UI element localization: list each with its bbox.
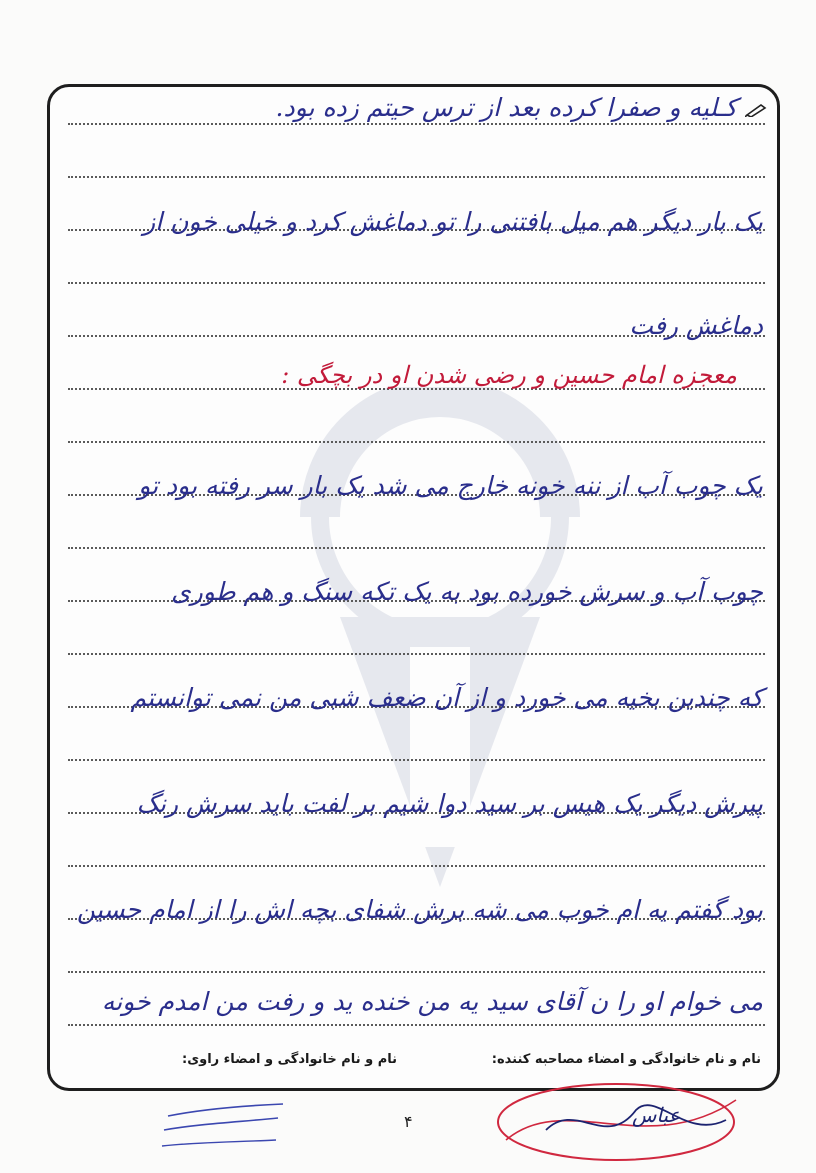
handwritten-line: پیرش دیگر یک هیس بر سید دوا شیم بر لفت باید سرش رنگ [136,789,763,818]
handwritten-line: که چندین بخیه می خورد و از آن ضعف شبی من نمی توانستم [130,683,763,712]
handwritten-line: یک چوب آب از ننه خونه خارج می شد یک بار سر رفته بود تو [138,471,763,500]
ruled-line [68,547,765,549]
ruled-line [68,759,765,761]
ruled-line [68,176,765,178]
ruled-line [68,441,765,443]
handwritten-line: بود گفتم یه ام خوب می شه برش شفای بچه اش را از امام حسین [76,895,763,924]
handwritten-line: می خوام او را ن آقای سید یه من خنده ید و رفت من امدم خونه [101,987,763,1016]
ruled-line [68,1024,765,1026]
handwritten-heading: معجزه امام حسین و رضی شدن او در بچگی : [281,361,737,389]
handwritten-line: یک بار دیگر هم میل بافتنی را تو دماغش کرد و خیلی خون از [143,207,763,236]
handwritten-line: دماغش رفت [629,311,763,340]
interviewer-signature-name: عباس [632,1103,681,1127]
page-number: ۴ [404,1112,413,1131]
narrator-signature-label: نام و نام خانوادگی و امضاء راوی: [182,1052,397,1067]
ruled-line [68,971,765,973]
notebook-page-frame [47,84,780,1091]
interviewer-signature-label: نام و نام خانوادگی و امضاء مصاحبه کننده: [491,1052,761,1067]
narrator-signature-scribble [158,1096,288,1152]
pen-icon [745,103,767,117]
ruled-line [68,123,765,125]
handwritten-line: چوب آب و سرش خورده بود به یک تکه سنگ و هم طوری [171,577,763,606]
ruled-line [68,865,765,867]
watermark-emblem [260,387,620,907]
ruled-line [68,653,765,655]
ruled-line [68,282,765,284]
handwritten-line: کـلیه و صفرا کرده بعد از ترس حیتم زده بود. [275,93,737,122]
interviewer-signature-scribble [486,1070,754,1170]
